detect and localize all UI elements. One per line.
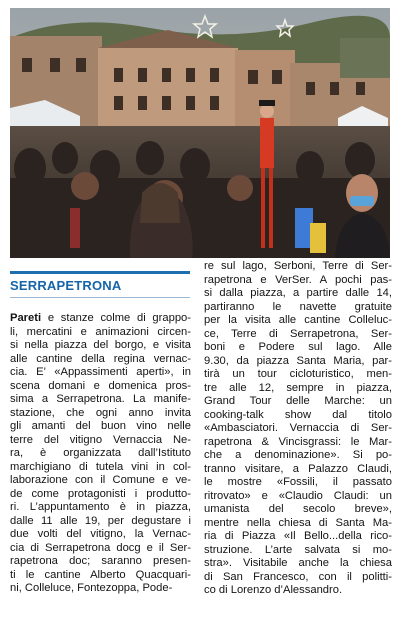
article-text: stra». Visitabile anche la chiesa	[204, 557, 392, 569]
article-text: rapetrona & Vincisgrassi: le Mar-	[204, 435, 392, 448]
article-text: le mostre «Fossili, il passato	[204, 476, 392, 488]
article-line	[10, 528, 191, 542]
article-line	[204, 571, 392, 585]
article-column-2	[204, 260, 392, 598]
article-text: rapetrona doc; saranno presen-	[10, 555, 191, 567]
article-line	[204, 355, 392, 369]
article-line	[10, 393, 191, 407]
article-line	[10, 488, 191, 502]
article-text: boni e Podere sul lago. Alle	[204, 341, 392, 353]
article-text: e stanze colme di grappo-	[41, 312, 191, 324]
article-text: tre alle 12, sempre in piazza,	[204, 381, 392, 394]
article-line	[10, 474, 191, 488]
article-text: gli amanti del buon vino nelle	[10, 420, 191, 432]
article-line	[10, 366, 191, 380]
article-text: ce, Terre di Serrapetrona, Ser-	[204, 327, 392, 340]
article-line	[204, 449, 392, 463]
section-heading: SERRAPETRONA	[10, 278, 122, 293]
article-line	[204, 260, 392, 274]
article-text: dalle 11 alle 19, per degustare i	[10, 514, 191, 527]
article-line	[204, 557, 392, 571]
article-line	[204, 328, 392, 342]
article-text: stazione, che ogni anno invita	[10, 406, 191, 419]
article-text: tirà un tour cicloturistico, men-	[204, 368, 392, 380]
article-line	[204, 584, 392, 598]
article-text: laborazione con il Comune e ve-	[10, 474, 191, 486]
article-line	[204, 314, 392, 328]
article-text: ni, Colleluce, Fontezoppa, Pode-	[10, 582, 173, 594]
article-text: cooking-talk show dal titolo	[204, 408, 392, 421]
article-text: alle cantine della regina vernac-	[10, 352, 191, 365]
article-text: scena domani e domenica pros-	[10, 379, 191, 392]
article-line	[10, 420, 191, 434]
article-lead-word: Pareti	[10, 312, 42, 324]
article-text: ri. L’appuntamento è in piazza,	[10, 501, 191, 513]
article-line	[10, 326, 191, 340]
article-line	[204, 517, 392, 531]
article-text: per la visita alle cantine Colleluc-	[204, 314, 392, 326]
article-text: rapetrona e VerSer. A pochi pas-	[204, 273, 392, 286]
section-divider	[10, 297, 190, 298]
article-text: che a denominazione». Si po-	[204, 449, 392, 461]
article-line	[204, 544, 392, 558]
article-text: 9.30, da piazza Santa Maria, par-	[204, 354, 392, 367]
article-line	[10, 407, 191, 421]
article-line	[10, 353, 191, 367]
article-line	[10, 339, 191, 353]
article-text: de come protagonisti i produtto-	[10, 487, 191, 500]
article-text: sima a Serrapetrona. La manife-	[10, 393, 191, 405]
article-text: umanista del secolo breve»,	[204, 503, 392, 515]
article-line	[204, 476, 392, 490]
article-text: si dalla piazza, a partire dalle 14,	[204, 287, 392, 299]
article-text: due volti del vitigno, la Vernac-	[10, 528, 191, 540]
article-text: Grand Tour delle Marche: un	[204, 395, 392, 407]
article-line	[204, 436, 392, 450]
article-text: cia di Serrapetrona docg e il Ser-	[10, 541, 191, 554]
article-text: ritrovato» e «Claudio Claudi: un	[204, 489, 392, 502]
article-text: li, mercatini e animazioni circen-	[10, 325, 191, 338]
article-line	[10, 569, 191, 583]
article-line	[10, 515, 191, 529]
article-line	[204, 503, 392, 517]
article-text: re sul lago, Serboni, Terre di Ser-	[204, 260, 392, 272]
section-rule	[10, 271, 190, 274]
article-line	[204, 287, 392, 301]
article-column-1	[10, 312, 191, 596]
article-text: di San Francesco, con il politti-	[204, 570, 392, 583]
article-line	[204, 409, 392, 423]
article-text: ria di Piazza «Il Bello...della rico-	[204, 530, 392, 542]
article-text: partiranno le navette gratuite	[204, 300, 392, 313]
article-line	[10, 555, 191, 569]
article-line	[204, 490, 392, 504]
article-text: co di Lorenzo d’Alessandro.	[204, 584, 343, 596]
article-text: «Ambasciatori. Vernaccia di Ser-	[204, 422, 392, 434]
article-text: struzione. L’arte salvata si mo-	[204, 543, 392, 556]
article-line	[10, 447, 191, 461]
article-line	[10, 312, 191, 326]
article-text: mentre nella chiesa di Santa Ma-	[204, 516, 392, 529]
article-line	[10, 434, 191, 448]
article-text: ra, è organizzata dall’Istituto	[10, 447, 191, 459]
article-line	[10, 461, 191, 475]
article-line	[204, 341, 392, 355]
article-line	[204, 382, 392, 396]
article-line	[10, 542, 191, 556]
article-line	[10, 582, 191, 596]
article-line	[204, 274, 392, 288]
article-text: terre del vitigno Vernaccia Ne-	[10, 433, 191, 446]
article-line	[204, 422, 392, 436]
article-text: si nella piazza del borgo, e visita	[10, 339, 191, 351]
article-line	[204, 530, 392, 544]
festival-photo	[10, 8, 390, 258]
article-text: cia. E’ «Appassimenti aperti», in	[10, 366, 191, 378]
article-text: tranno visitare, a Palazzo Claudi,	[204, 462, 392, 475]
article-line	[204, 463, 392, 477]
article-line	[204, 395, 392, 409]
article-line	[10, 380, 191, 394]
article-line	[10, 501, 191, 515]
article-text: marchigiano di tutela vini in col-	[10, 460, 191, 473]
article-text: ti le cantine Alberto Quacquari-	[10, 568, 191, 581]
article-line	[204, 368, 392, 382]
article-line	[204, 301, 392, 315]
